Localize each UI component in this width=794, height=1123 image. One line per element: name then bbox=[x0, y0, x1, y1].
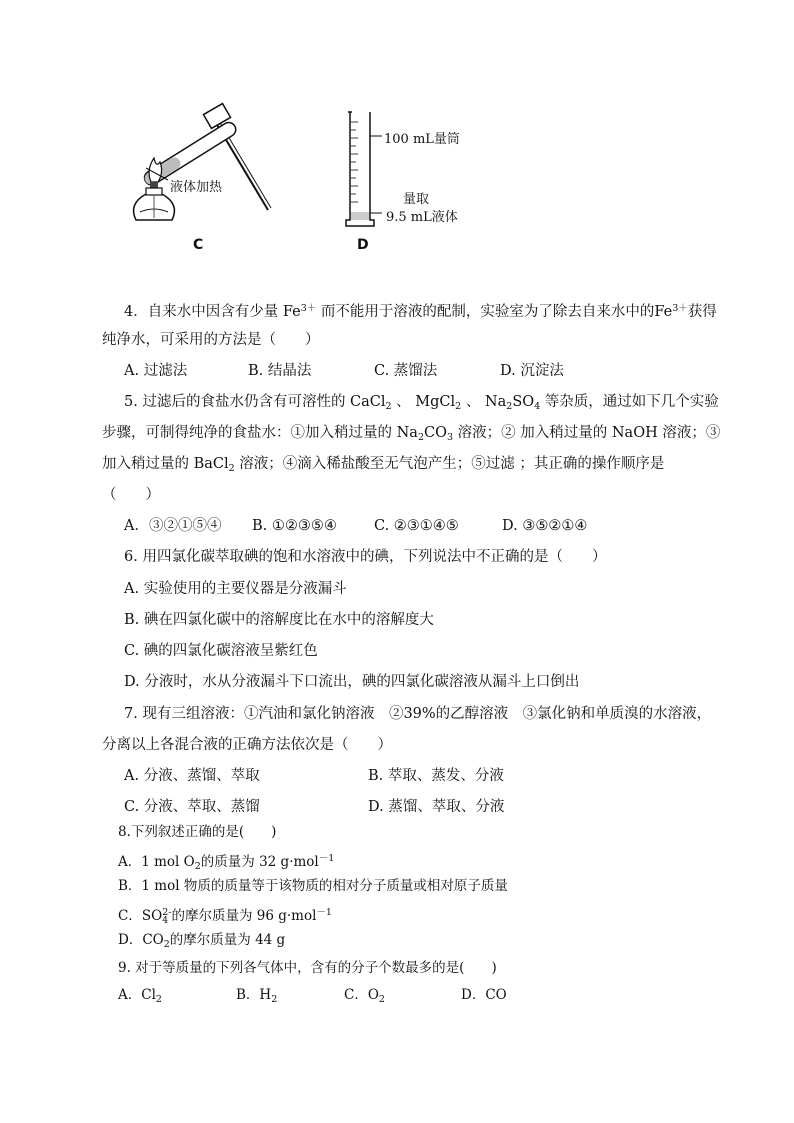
q5-option-c: C. ②③①④⑤ bbox=[374, 518, 459, 534]
q7-option-a: A. 分液、蒸馏、萃取 bbox=[124, 768, 260, 784]
q8-stem: 8.下列叙述正确的是( ) bbox=[118, 824, 277, 840]
q6-option-d: D. 分液时，水从分液漏斗下口流出，碘的四氯化碳溶液从漏斗上口倒出 bbox=[124, 674, 580, 690]
q5-line-4: （ ） bbox=[102, 487, 160, 503]
q5-line-3: 加入稍过量的 BaCl$_2$ 溶液；④滴入稀盐酸至无气泡产生；⑤过滤 ；其正确的操作顺序是 bbox=[102, 456, 665, 474]
q6-stem: 6. 用四氯化碳萃取碘的饱和水溶液中的碘，下列说法中不正确的是（ ） bbox=[124, 549, 607, 565]
q5-line-1: 5. 过滤后的食盐水仍含有可溶性的 CaCl$_2$ 、 MgCl$_2$ 、 $Na_2SO_4$ 等杂质，通过如下几个实验 bbox=[124, 394, 719, 412]
q6-option-c: C. 碘的四氯化碳溶液呈紫红色 bbox=[124, 643, 318, 659]
q4-option-c: C. 蒸馏法 bbox=[374, 363, 438, 379]
figure-d-caption-bottom: 9.5 mL液体 bbox=[386, 210, 458, 225]
q8-option-c: C．$SO_4^{2-}$的摩尔质量为 96 g·mol$^{-1}$ bbox=[118, 907, 332, 926]
q7-option-c: C. 分液、萃取、蒸馏 bbox=[124, 799, 260, 815]
figure-d-caption-top: 100 mL量筒 bbox=[384, 132, 460, 147]
q9-option-b: B．$H_2$ bbox=[236, 987, 278, 1005]
q9-option-a: A．$Cl_2$ bbox=[118, 987, 162, 1005]
q5-option-b: B. ①②③⑤④ bbox=[252, 518, 337, 534]
q6-option-a: A. 实验使用的主要仪器是分液漏斗 bbox=[124, 581, 347, 597]
figure-d-label: D bbox=[357, 237, 369, 253]
q9-option-d: D．CO bbox=[461, 987, 507, 1003]
figure-c-caption: 液体加热 bbox=[170, 180, 223, 195]
q5-line-2: 步骤，可制得纯净的食盐水：①加入稍过量的 $Na_2CO_3$ 溶液；② 加入稍过量的 NaOH 溶液；③ bbox=[102, 425, 721, 443]
q9-stem: 9. 对于等质量的下列各气体中，含有的分子个数最多的是( ) bbox=[118, 960, 497, 976]
q7-line-2: 分离以上各混合液的正确方法依次是（ ） bbox=[102, 737, 392, 753]
figure-d bbox=[338, 108, 388, 232]
graduated-cylinder-diagram bbox=[338, 108, 388, 232]
q4-option-d: D. 沉淀法 bbox=[500, 363, 564, 379]
q7-option-b: B. 萃取、蒸发、分液 bbox=[368, 768, 504, 784]
q5-option-a: A．③②①⑤④ bbox=[124, 518, 222, 534]
q8-option-d: D．$CO_2$的摩尔质量为 44 g bbox=[118, 932, 286, 950]
q6-option-b: B. 碘在四氯化碳中的溶解度比在水中的溶解度大 bbox=[124, 612, 434, 628]
q4-option-b: B. 结晶法 bbox=[248, 363, 312, 379]
q5-option-d: D. ③⑤②①④ bbox=[502, 518, 588, 534]
figure-d-caption-mid: 量取 bbox=[403, 192, 430, 207]
test-tube-heating-diagram bbox=[118, 100, 278, 240]
q7-line-1: 7. 现有三组溶液：①汽油和氯化钠溶液 ②39%的乙醇溶液 ③氯化钠和单质溴的水溶液， bbox=[124, 706, 712, 722]
q7-option-d: D. 蒸馏、萃取、分液 bbox=[368, 799, 505, 815]
q4-line-2: 纯净水，可采用的方法是（ ） bbox=[102, 332, 320, 348]
figure-c-label: C bbox=[193, 237, 204, 253]
q8-option-a: A．1 mol $O_2$的质量为 32 g·mol$^{-1}$ bbox=[118, 853, 335, 872]
q8-option-b: B．1 mol 物质的质量等于该物质的相对分子质量或相对原子质量 bbox=[118, 878, 508, 894]
figure-c bbox=[118, 100, 278, 240]
q4-line-1: 4．自来水中因含有少量 $Fe^{3+}$ 而不能用于溶液的配制，实验室为了除去自来水中的$Fe^{3+}$获得 bbox=[124, 303, 717, 320]
q4-option-a: A. 过滤法 bbox=[124, 363, 188, 379]
q9-option-c: C．$O_2$ bbox=[344, 987, 385, 1005]
